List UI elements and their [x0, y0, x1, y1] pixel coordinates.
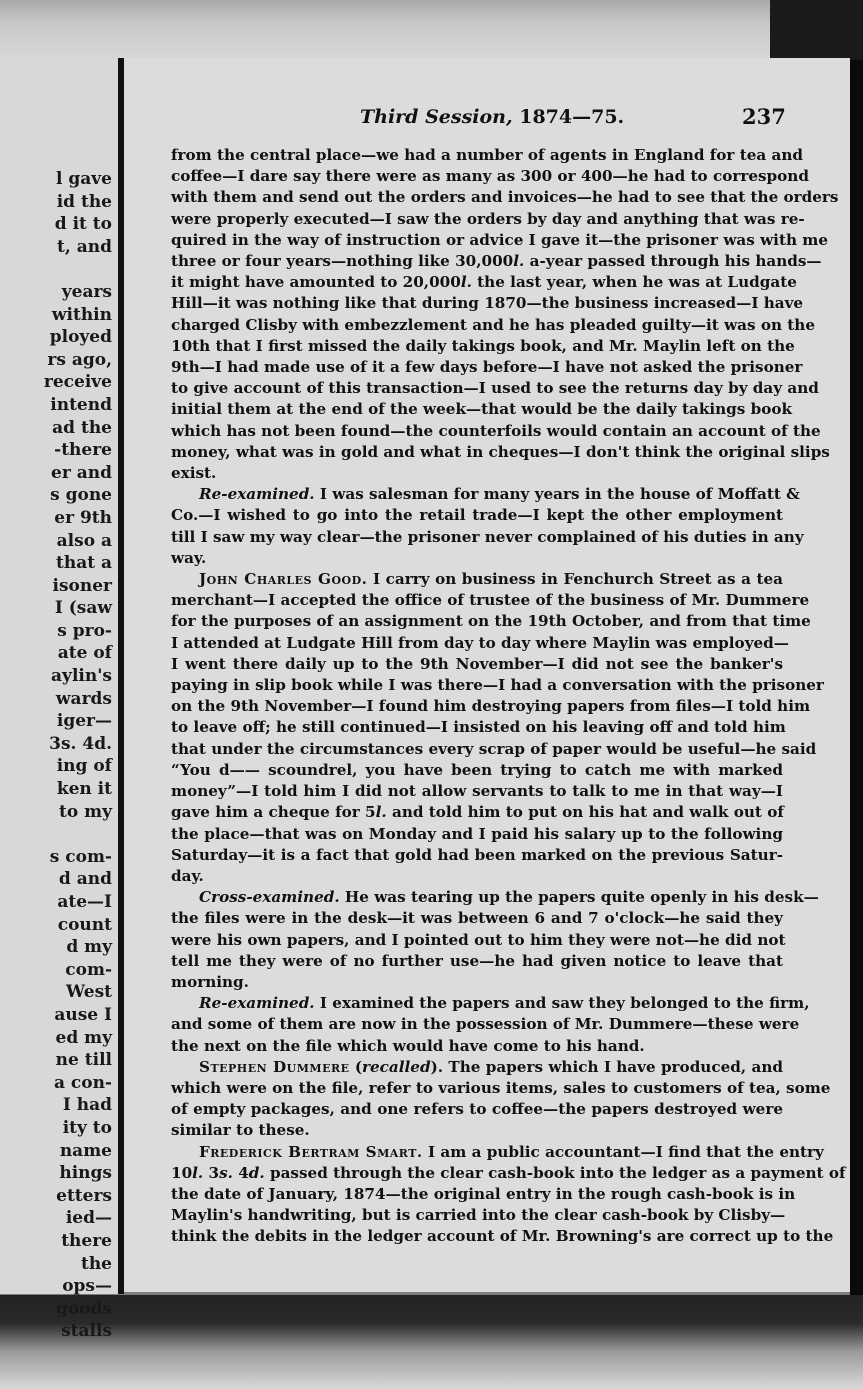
left-page-line: stalls [61, 1321, 112, 1342]
background-dark-corner [770, 0, 863, 62]
text-segment: 10 [171, 1163, 193, 1182]
left-page-line: rs ago, [47, 349, 112, 370]
text-segment: three or four years—nothing like 30,000 [171, 252, 514, 271]
left-page-line: com- [65, 959, 112, 980]
text-segment: “You d—— scoundrel, you have been trying to catch me with marked [171, 760, 783, 779]
left-page-line: there [61, 1230, 112, 1251]
text-segment: to give account of this transaction—I used to see the returns day by day and [171, 379, 819, 398]
text-line [171, 315, 816, 336]
text-line [171, 251, 822, 272]
text-segment: were his own papers, and I pointed out to him they were not—he did not [171, 930, 786, 949]
text-line [171, 145, 804, 166]
running-head [360, 106, 624, 128]
left-page-line: id the [56, 191, 112, 212]
text-line [171, 739, 817, 760]
text-segment: He was tearing up the papers quite openly in his desk— [339, 888, 819, 907]
text-line [171, 463, 783, 484]
left-page-line: isoner [52, 575, 112, 596]
speaker-name: Frederick Bertram Smart. [199, 1142, 423, 1161]
body-text [171, 145, 846, 1248]
text-line [171, 336, 795, 357]
text-line [171, 548, 783, 569]
text-segment: the date of January, 1874—the original entry in the rough cash-book is in [171, 1184, 796, 1203]
left-page-line: aylin's [51, 666, 112, 687]
left-page-line: also a [56, 530, 112, 551]
text-segment: Saturday—it is a fact that gold had been marked on the previous Satur- [171, 845, 783, 864]
italic-text: Re-examined. [199, 994, 315, 1013]
text-segment: and told him to put on his hat and walk out of [386, 803, 784, 822]
left-page-line: ne till [55, 1050, 112, 1071]
left-page-line: d it to [54, 214, 112, 235]
left-page-line [2, 258, 112, 281]
italic-text: l. [192, 1163, 204, 1182]
text-segment: ). The papers which I have produced, and [430, 1057, 783, 1076]
background-right-edge [850, 60, 863, 1300]
text-segment: morning. [171, 972, 249, 991]
left-page [0, 58, 124, 1342]
text-segment: to leave off; he still continued—I insisted on his leaving off and told him [171, 718, 786, 737]
left-page-line: the [80, 1253, 112, 1274]
left-page-line: d my [66, 937, 112, 958]
left-page-line: ployed [49, 327, 112, 348]
left-page-line: to my [59, 801, 112, 822]
background-top [0, 0, 863, 60]
text-line [171, 505, 783, 526]
speaker-name: John Charles Good. [199, 570, 368, 589]
left-page-line: within [51, 304, 112, 325]
text-segment: merchant—I accepted the office of trustee of the business of Mr. Dummere [171, 591, 810, 610]
text-line [171, 951, 783, 972]
text-line [171, 1120, 783, 1141]
left-page-line: -there [54, 440, 112, 461]
left-page-line: name [59, 1140, 112, 1161]
text-segment: ( [349, 1057, 363, 1076]
left-page-line: etters [56, 1185, 112, 1206]
text-line [171, 781, 783, 802]
text-line [171, 1226, 834, 1247]
text-line [171, 654, 783, 675]
text-segment: with them and send out the orders and invoices—he had to see that the orders [171, 188, 839, 207]
running-head-title: Third Session, [360, 106, 520, 128]
left-page-line: ed my [55, 1027, 112, 1048]
text-line [171, 421, 821, 442]
speaker-name: Stephen Dummere [199, 1057, 350, 1076]
left-page-line: I (saw [54, 598, 112, 619]
text-line [171, 230, 829, 251]
left-page-line: that a [55, 553, 112, 574]
text-line [171, 1184, 796, 1205]
left-page-line: hings [59, 1163, 112, 1184]
left-page-line [2, 823, 112, 846]
text-segment: 3 [203, 1163, 220, 1182]
text-segment: I carry on business in Fenchurch Street as a tea [367, 570, 783, 589]
text-line [171, 293, 804, 314]
text-segment: Co.—I wished to go into the retail trade—I kept the other employment [171, 506, 783, 525]
right-page [124, 58, 850, 1292]
left-page-line: s com- [49, 846, 112, 867]
text-segment: the next on the file which would have come to his hand. [171, 1036, 645, 1055]
left-page-line: ate of [57, 643, 112, 664]
text-segment: and some of them are now in the possession of Mr. Dummere—these were [171, 1015, 800, 1034]
text-segment: the last year, when he was at Ludgate [471, 273, 797, 292]
italic-text: l. [513, 252, 525, 271]
left-page-line: ity to [62, 1117, 112, 1138]
left-page-line: ing of [56, 756, 112, 777]
left-page-line: 3s. 4d. [49, 733, 112, 754]
text-segment: passed through the clear cash-book into the ledger as a payment of [264, 1163, 846, 1182]
running-head-years: 1874—75. [519, 106, 625, 128]
text-line [171, 696, 811, 717]
text-segment: I attended at Ludgate Hill from day to day where Maylin was employed— [171, 633, 789, 652]
italic-text: Cross-examined. [199, 888, 340, 907]
text-line [171, 399, 793, 420]
left-page-line: a con- [53, 1072, 112, 1093]
text-segment: the place—that was on Monday and I paid his salary up to the following [171, 824, 783, 843]
text-line [171, 527, 804, 548]
text-line [171, 1205, 786, 1226]
text-segment: money, what was in gold and what in cheques—I don't think the original slips [171, 442, 830, 461]
text-segment: on the 9th November—I found him destroying papers from files—I told him [171, 697, 811, 716]
left-page-line: iger— [56, 711, 112, 732]
background-bottom [0, 1295, 863, 1389]
text-segment: Maylin's handwriting, but is carried into the clear cash-book by Clisby— [171, 1206, 786, 1225]
left-page-line: ad the [52, 417, 112, 438]
page-number: 237 [742, 104, 786, 129]
italic-text: s. [219, 1163, 233, 1182]
text-line [171, 442, 830, 463]
text-line [171, 378, 819, 399]
text-line [171, 993, 810, 1014]
text-line [171, 1057, 783, 1078]
text-line [171, 272, 797, 293]
text-segment: money”—I told him I did not allow servants to talk to me in that way—I [171, 782, 783, 801]
italic-text: Re-examined. [199, 485, 315, 504]
text-segment: I was salesman for many years in the house of Moffatt & [314, 485, 800, 504]
text-line [171, 590, 810, 611]
text-line [171, 930, 786, 951]
text-line [171, 845, 783, 866]
text-line [171, 209, 805, 230]
left-page-line: ops— [62, 1276, 112, 1297]
left-page-line: t, and [57, 236, 112, 257]
text-segment: day. [171, 866, 204, 885]
italic-text: l. [375, 803, 387, 822]
text-segment: till I saw my way clear—the prisoner never complained of his duties in any [171, 527, 804, 546]
left-page-line: l gave [56, 169, 112, 189]
left-page-line: ken it [56, 779, 112, 800]
text-segment: quired in the way of instruction or advice I gave it—the prisoner was with me [171, 230, 829, 249]
text-segment: think the debits in the ledger account of Mr. Browning's are correct up to the [171, 1227, 834, 1246]
text-line [171, 484, 800, 505]
text-line [171, 1036, 783, 1057]
text-segment: from the central place—we had a number of agents in England for tea and [171, 146, 804, 164]
left-page-line: intend [50, 394, 112, 415]
page-header [124, 104, 784, 134]
text-segment: I am a public accountant—I find that the entry [422, 1142, 824, 1161]
text-segment: similar to these. [171, 1121, 310, 1140]
text-line [171, 1163, 846, 1184]
text-segment: I examined the papers and saw they belonged to the firm, [314, 994, 810, 1013]
text-line [171, 1078, 831, 1099]
left-page-line: ied— [65, 1208, 112, 1229]
text-segment: paying in slip book while I was there—I had a conversation with the prisoner [171, 676, 824, 695]
left-page-line: receive [43, 372, 112, 393]
text-line [171, 633, 789, 654]
text-line [171, 972, 783, 993]
text-line [171, 824, 783, 845]
left-page-text [2, 168, 112, 1343]
left-page-line: er and [51, 462, 112, 483]
left-page-line: count [57, 914, 112, 935]
left-page-line: wards [55, 688, 112, 709]
text-segment: 10th that I first missed the daily takings book, and Mr. Maylin left on the [171, 336, 795, 355]
italic-text: d. [248, 1163, 265, 1182]
left-page-line: ate—I [57, 892, 112, 912]
left-page-line: s pro- [57, 620, 112, 641]
left-page-line: West [66, 982, 112, 1003]
text-segment: I went there daily up to the 9th November—I did not see the banker's [171, 654, 783, 673]
text-segment: Hill—it was nothing like that during 1870—the business increased—I have [171, 294, 804, 313]
left-page-line: I had [62, 1095, 112, 1116]
italic-text: recalled [362, 1057, 431, 1076]
text-line [171, 611, 811, 632]
left-page-line: ause I [54, 1004, 112, 1025]
text-line [171, 908, 783, 929]
text-line [171, 802, 783, 823]
left-page-line: er 9th [54, 507, 112, 528]
text-line [171, 675, 824, 696]
left-page-line: years [61, 281, 112, 302]
text-line [171, 887, 819, 908]
left-page-line: goods [55, 1298, 112, 1319]
text-line [171, 1099, 783, 1120]
text-segment: 4 [232, 1163, 249, 1182]
text-segment: which has not been found—the counterfoils would contain an account of the [171, 421, 821, 440]
text-line [171, 760, 783, 781]
text-segment: tell me they were of no further use—he had given notice to leave that [171, 951, 783, 970]
left-page-line: s gone [50, 485, 112, 506]
text-line [171, 866, 783, 887]
text-segment: coffee—I dare say there were as many as 300 or 400—he had to correspond [171, 167, 809, 186]
text-line [171, 569, 783, 590]
left-page-line: d and [58, 869, 112, 890]
text-segment: of empty packages, and one refers to coffee—the papers destroyed were [171, 1100, 783, 1119]
text-segment: the files were in the desk—it was between 6 and 7 o'clock—he said they [171, 909, 783, 928]
text-segment: exist. [171, 464, 217, 483]
text-line [171, 166, 809, 187]
text-segment: which were on the file, refer to various items, sales to customers of tea, some [171, 1078, 831, 1097]
text-segment: a-year passed through his hands— [524, 252, 822, 271]
text-segment: gave him a cheque for 5 [171, 803, 376, 822]
text-segment: it might have amounted to 20,000 [171, 273, 461, 292]
text-segment: way. [171, 548, 207, 567]
text-line [171, 717, 786, 738]
text-segment: 9th—I had made use of it a few days before—I have not asked the prisoner [171, 358, 803, 377]
text-segment: initial them at the end of the week—that would be the daily takings book [171, 400, 793, 419]
text-line [171, 1014, 800, 1035]
text-line [171, 1142, 824, 1163]
text-segment: that under the circumstances every scrap of paper would be useful—he said [171, 739, 817, 758]
text-segment: charged Clisby with embezzlement and he has pleaded guilty—it was on the [171, 315, 816, 334]
text-line [171, 187, 839, 208]
text-segment: were properly executed—I saw the orders by day and anything that was re- [171, 209, 805, 228]
italic-text: l. [460, 273, 472, 292]
text-line [171, 357, 803, 378]
text-segment: for the purposes of an assignment on the 19th October, and from that time [171, 612, 811, 631]
